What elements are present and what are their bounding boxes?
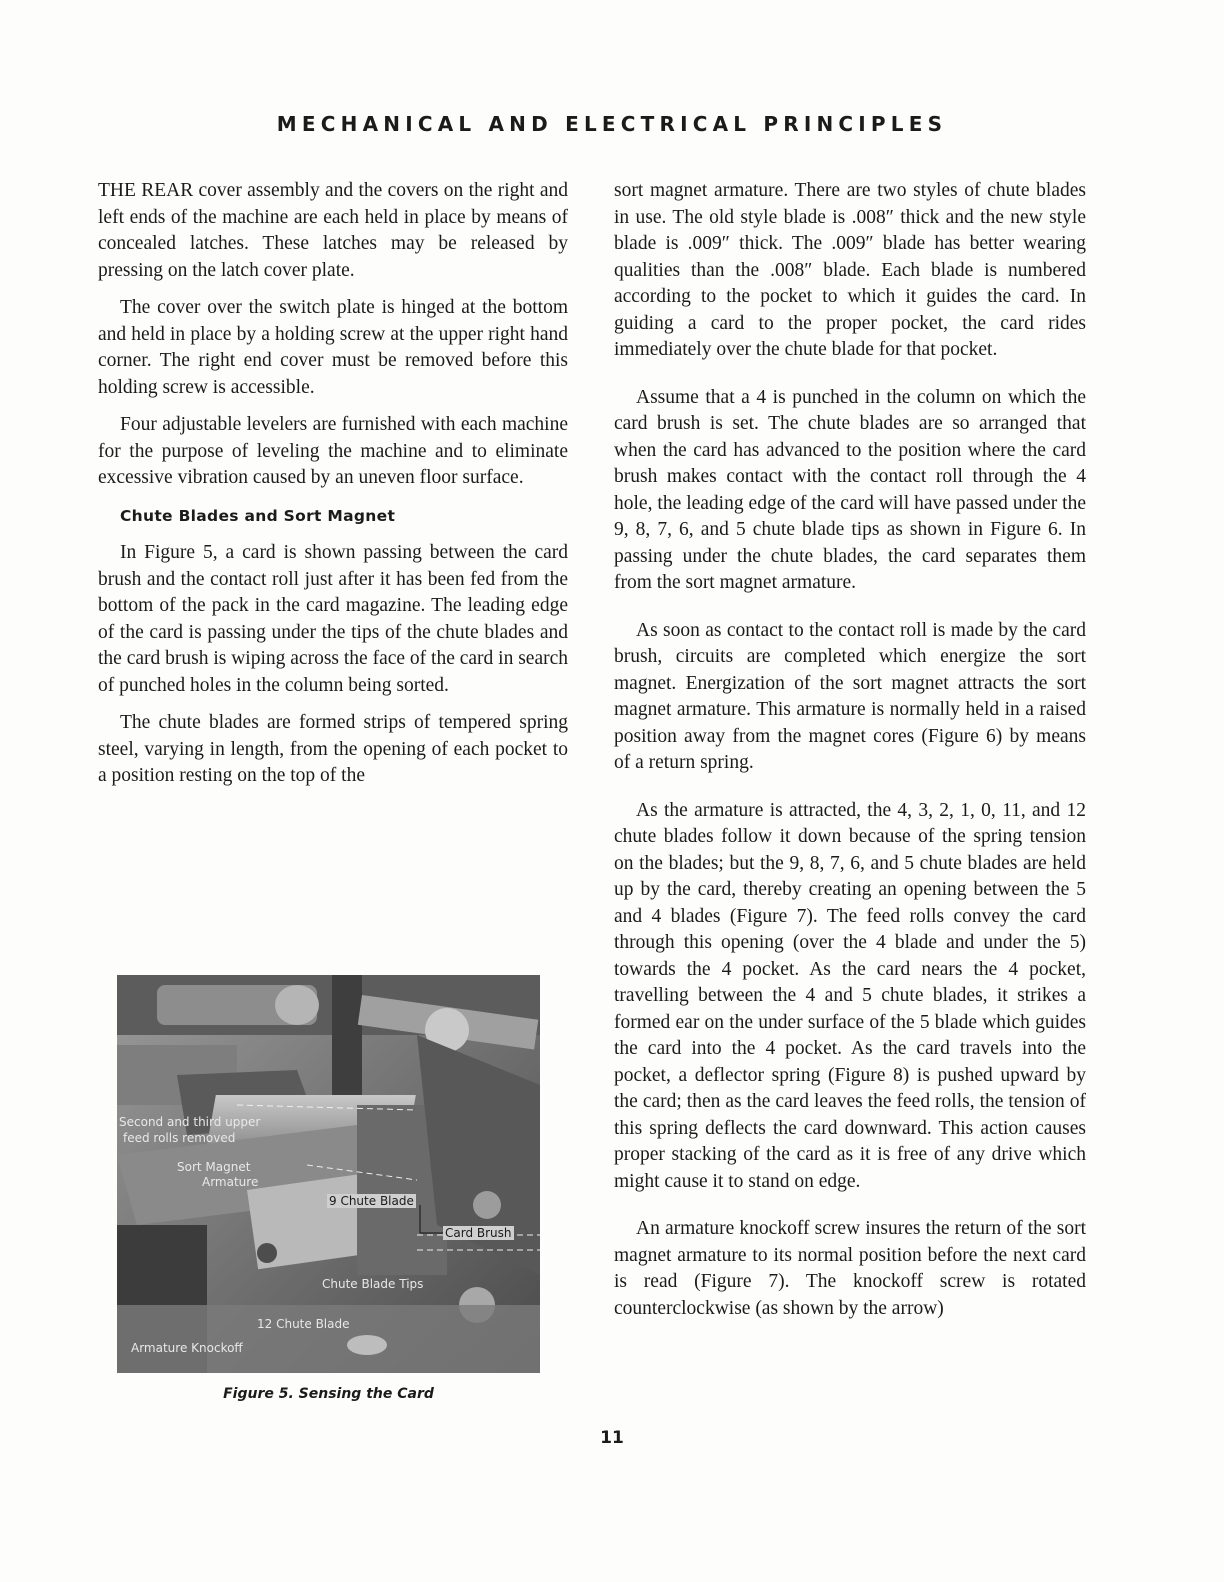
label-sort-magnet: Sort Magnet [177, 1160, 251, 1174]
machine-photo-illustration [117, 975, 540, 1373]
label-card-brush: Card Brush [445, 1226, 512, 1240]
paragraph-assume-4: Assume that a 4 is punched in the column on which the card brush is set. The chute blades are so arranged that when the card has advanced to the position where the card brush makes contact with the contact roll through the 4 hole, the leading edge of the card will have passed under the 9, 8, 7, 6, and 5 chute blade tips as shown in Figure 6. In passing under the chute blades, the card separates them from the sort magnet armature. [614, 386, 1086, 593]
section-heading: Chute Blades and Sort Magnet [120, 506, 396, 525]
paragraph-switch-plate: The cover over the switch plate is hinged at the bottom and held in place by a holding screw at the upper right hand corner. The right end cover must be removed before this holding screw is accessible. [98, 297, 568, 398]
paragraph-contact: As soon as contact to the contact roll is made by the card brush, circuits are completed which energize the sort magnet. Energization of the sort magnet attracts the sort magnet armature. This armature is normally held in a raised position away from the magnet cores (Figure 6) by means of a return spring. [614, 619, 1086, 773]
figure-5-photo [117, 975, 540, 1373]
label-9-chute-blade: 9 Chute Blade [329, 1194, 414, 1208]
paragraph-blade-styles: sort magnet armature. There are two styles of chute blades in use. The old style blade is .008″ thick and the new style blade is .009″ thick. The .009″ blade has better wearing qualities than the .008″ blade. Each blade is numbered according to the pocket to which it guides the card. In guiding a card to the proper pocket, the card rides immediately over the chute blade for that pocket. [614, 180, 1086, 360]
paragraph-levelers: Four adjustable levelers are furnished with each machine for the purpose of leveling the machine and to eliminate excessive vibration caused by an uneven floor surface. [98, 414, 568, 488]
label-feed-rolls: feed rolls removed [123, 1131, 236, 1145]
paragraph-chute-blades: The chute blades are formed strips of tempered spring steel, varying in length, from the opening of each pocket to a position resting on the top of the [98, 712, 568, 786]
page-header: MECHANICAL AND ELECTRICAL PRINCIPLES [276, 112, 948, 136]
paragraph-knockoff-screw: An armature knockoff screw insures the return of the sort magnet armature to its normal position before the next card is read (Figure 7). The knockoff screw is rotated counterclockwise (as shown by the arrow) [614, 1218, 1086, 1319]
figure-caption: Figure 5. Sensing the Card [223, 1386, 434, 1402]
label-armature: Armature [202, 1175, 259, 1189]
left-column [98, 178, 568, 790]
label-second-third: Second and third upper [119, 1115, 261, 1129]
label-armature-knockoff: Armature Knockoff [131, 1341, 243, 1355]
label-12-chute-blade: 12 Chute Blade [257, 1317, 350, 1331]
right-column [614, 178, 1086, 1322]
paragraph-figure5: In Figure 5, a card is shown passing between the card brush and the contact roll just after it has been fed from the bottom of the pack in the card magazine. The leading edge of the card is passing under the tips of the chute blades and the card brush is wiping across the face of the card in search of punched holes in the column being sorted. [98, 542, 568, 696]
paragraph-armature-attracted: As the armature is attracted, the 4, 3, 2, 1, 0, 11, and 12 chute blades follow it down because of the spring tension on the blades; but the 9, 8, 7, 6, and 5 chute blades are held up by the card, thereby creating an opening between the 5 and 4 blades (Figure 7). The feed rolls convey the card through this opening (over the 4 blade and under the 5) towards the 4 pocket. As the card nears the 4 pocket, travelling between the 4 and 5 chute blades, it strikes a formed ear on the under surface of the 5 blade which guides the card into the 4 pocket. As the card travels into the pocket, a deflector spring (Figure 8) is pushed upward by the card; then as the card leaves the feed rolls, the tension of this spring deflects the card downward. This action causes proper stacking of the card as it is free of any drive which might cause it to stand on edge. [614, 799, 1086, 1192]
page-number: 11 [600, 1428, 624, 1448]
paragraph-covers: THE REAR cover assembly and the covers on the right and left ends of the machine are each held in place by means of concealed latches. These latches may be released by pressing on the latch cover plate. [98, 180, 568, 281]
label-chute-blade-tips: Chute Blade Tips [322, 1277, 424, 1291]
